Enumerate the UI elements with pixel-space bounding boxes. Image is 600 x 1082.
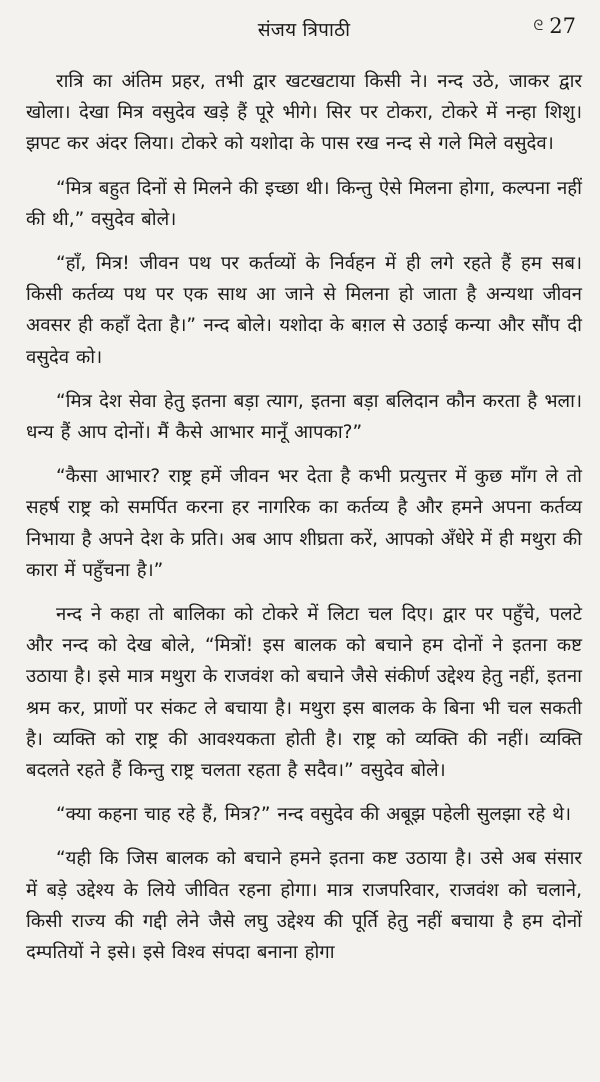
ornament-icon: ᘓ — [533, 18, 544, 34]
paragraph-2: “मित्र बहुत दिनों से मिलने की इच्छा थी। किन्तु ऐसे मिलना होगा, कल्पना नहीं की थी,” वसुदेव बोले। — [26, 177, 582, 230]
running-title: संजय त्रिपाठी — [257, 19, 351, 41]
page-number-group — [533, 14, 576, 38]
page-header — [26, 14, 582, 48]
page-number: 27 — [549, 14, 576, 38]
paragraph-4: “मित्र देश सेवा हेतु इतना बड़ा त्याग, इतना बड़ा बलिदान कौन करता है भला। धन्य हैं आप दोनों। मैं कैसे आभार मानूँ आपका?” — [26, 390, 582, 444]
paragraph-1: रात्रि का अंतिम प्रहर, तभी द्वार खटखटाया किसी ने। नन्द उठे, जाकर द्वार खोला। देखा मित्र वसुदेव खड़े हैं पूरे भीगे। सिर पर टोकरा, टोकरे में नन्हा शिशु। झपट कर अंदर लिया। टोकरे को यशोदा के पास रख नन्द से गले मिले वसुदेव। — [26, 71, 582, 155]
paragraph-5: “कैसा आभार? राष्ट्र हमें जीवन भर देता है कभी प्रत्युत्तर में कुछ माँग ले तो सहर्ष राष्ट्र को समर्पित करना हर नागरिक का कर्तव्य है और हमने अपना कर्तव्य निभाया है अपने देश के प्रति। अब आप शीघ्रता करें, आपको अँधेरे में ही मथुरा की कारा में पहुँचना है।” — [26, 466, 582, 581]
paragraph-3: “हाँ, मित्र! जीवन पथ पर कर्तव्यों के निर्वहन में ही लगे रहते हैं हम सब। किसी कर्तव्य पथ पर एक साथ आ जाने से मिलना हो जाता है अन्यथा जीवन अवसर ही कहाँ देता है।” नन्द बोले। यशोदा के बग़ल से उठाई कन्या और सौंप दी वसुदेव को। — [26, 253, 582, 368]
body-text — [26, 66, 582, 968]
paragraph-7: “क्या कहना चाह रहे हैं, मित्र?” नन्द वसुदेव की अबूझ पहेली सुलझा रहे थे। — [56, 804, 572, 826]
paragraph-8: “यही कि जिस बालक को बचाने हमने इतना कष्ट उठाया है। उसे अब संसार में बड़े उद्देश्य के लिये जीवित रहना होगा। मात्र राजपरिवार, राजवंश को चलाने, किसी राज्य की गद्दी लेने जैसे लघु उद्देश्य की पूर्ति हेतु नहीं बचाया है हम दोनों दम्पतियों ने इसे। इसे विश्व संपदा बनाना होगा — [26, 848, 582, 964]
paragraph-6: नन्द ने कहा तो बालिका को टोकरे में लिटा चल दिए। द्वार पर पहुँचे, पलटे और नन्द को देख बोले, “मित्रों! इस बालक को बचाने हम दोनों ने इतना कष्ट उठाया है। इसे मात्र मथुरा के राजवंश को बचाने जैसे संकीर्ण उद्देश्य हेतु नहीं, इतना श्रम कर, प्राणों पर संकट ले बचाया है। मथुरा इस बालक के बिना भी चल सकती है। व्यक्ति को राष्ट्र की आवश्यकता होती है। राष्ट्र को व्यक्ति की नहीं। व्यक्ति बदलते रहते हैं किन्तु राष्ट्र चलता रहता है सदैव।” वसुदेव बोले। — [26, 604, 582, 782]
